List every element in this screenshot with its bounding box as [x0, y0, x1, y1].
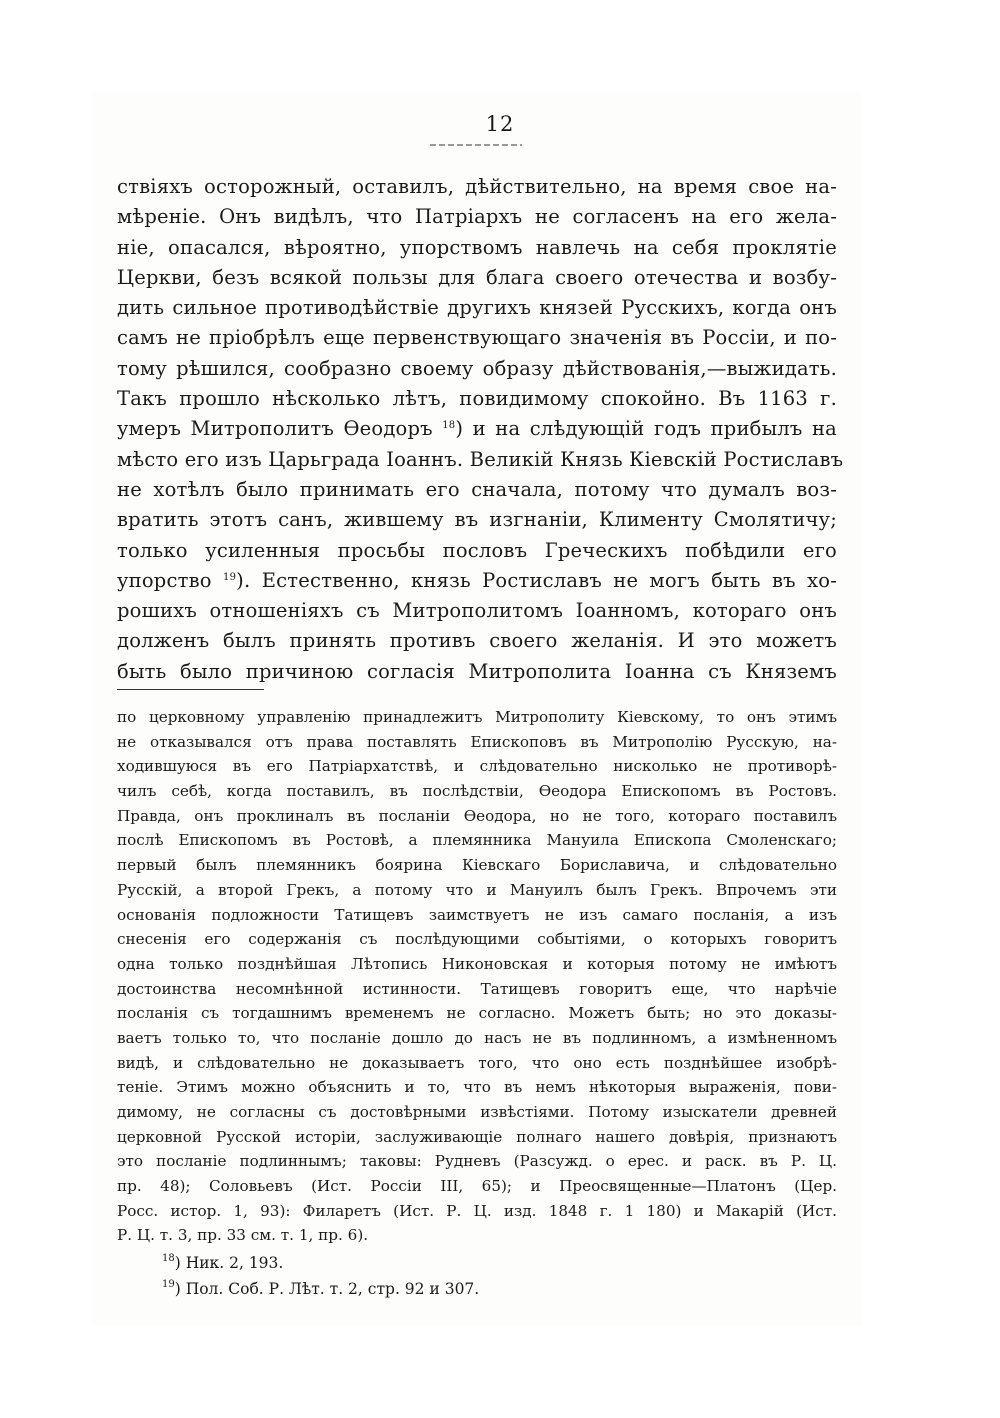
footnote-references	[162, 1250, 762, 1302]
footnote-line: снесенія его содержанія съ послѣдующими событіями, о которыхъ говоритъ	[117, 930, 837, 949]
page-number: 12	[485, 112, 515, 136]
footnote-line: теніе. Этимъ можно объяснить и то, что въ немъ нѣкоторыя выраженія, пови-	[117, 1078, 837, 1097]
text-line: мѣреніе. Онъ видѣлъ, что Патріархъ не согласенъ на его жела-	[117, 205, 837, 229]
header-rule	[430, 144, 522, 146]
footnote-text: ) Ник. 2, 193.	[174, 1254, 284, 1272]
text-line: мѣсто его изъ Царьграда Іоаннъ. Великій Князь Кіевскій Ростиславъ	[117, 447, 844, 471]
footnote-continuation	[117, 705, 837, 1248]
footnote-line: димому, не согласны съ достовѣрными извѣстіями. Потому изыскатели древней	[117, 1103, 837, 1121]
text-line: ствіяхъ осторожный, оставилъ, дѣйствительно, на время свое на-	[117, 175, 837, 198]
footnote-marker-18[interactable]: 18	[442, 420, 456, 432]
footnote-line: это посланіе подлиннымъ; таковы: Рудневъ (Разсужд. о ерес. и раск. въ Р. Ц.	[117, 1152, 837, 1171]
footnote-line: Русскій, а второй Грекъ, а потому что и Мануилъ былъ Грекъ. Впрочемъ эти	[117, 880, 837, 899]
text-fragment: ) и на слѣдующій годъ прибылъ на	[455, 417, 837, 441]
footnote-divider	[117, 689, 264, 690]
footnote-line: посланія съ тогдашнимъ временемъ не согласно. Можетъ быть; но это доказы-	[117, 1004, 837, 1023]
footnote-19	[162, 1276, 762, 1302]
footnote-line: не отказывался отъ права поставлять Епископовъ въ Митрополію Русскую, на-	[117, 732, 837, 751]
footnote-marker-19[interactable]: 19	[223, 571, 237, 583]
text-fragment: ). Естественно, князь Ростиславъ не могъ быть въ хо-	[236, 568, 837, 592]
footnote-line: ваетъ только то, что посланіе дошло до насъ не въ подлинномъ, а измѣненномъ	[117, 1028, 837, 1047]
footnote-line: по церковному управленію принадлежитъ Митрополиту Кіевскому, то онъ этимъ	[117, 708, 837, 726]
footnote-line: пр. 48); Соловьевъ (Ист. Россіи III, 65); и Преосвященные—Платонъ (Цер.	[117, 1177, 837, 1196]
footnote-line: первый былъ племянникъ боярина Кіевскаго Бориславича, и слѣдовательно	[117, 856, 837, 875]
footnote-line: основанія подложности Татищевъ заимствуетъ не изъ самаго посланія, а изъ	[117, 905, 837, 924]
text-line	[117, 414, 837, 444]
text-line: Такъ прошло нѣсколько лѣтъ, повидимому спокойно. Въ 1163 г.	[117, 387, 837, 411]
text-line: быть было причиною согласія Митрополита Іоанна съ Княземъ	[117, 659, 837, 683]
footnote-line: чилъ себѣ, когда поставилъ, въ послѣдствіи, Ѳеодора Епископомъ въ Ростовъ.	[117, 782, 837, 801]
footnote-line: Росс. истор. 1, 93): Филаретъ (Ист. Р. Ц. изд. 1848 г. 1 180) и Макарій (Ист.	[117, 1201, 837, 1220]
text-line: тому рѣшился, сообразно своему образу дѣйствованія,—выжидать.	[117, 356, 837, 380]
footnote-line: Правда, онъ проклиналъ въ посланіи Ѳеодора, но не того, котораго поставилъ	[117, 806, 837, 825]
text-line: только усиленныя просьбы пословъ Греческихъ побѣдили его	[117, 538, 837, 562]
text-line: ніе, опасался, вѣроятно, упорствомъ навлечь на себя проклятіе	[117, 235, 837, 259]
footnote-number: 19	[162, 1279, 175, 1290]
text-fragment: упорство	[117, 568, 224, 592]
text-line: самъ не пріобрѣлъ еще первенствующаго значенія въ Россіи, и по-	[117, 326, 837, 350]
footnote-line: достоинства несомнѣнной истинности. Татищевъ говоритъ еще, что нарѣчіе	[117, 979, 837, 998]
text-line: вратить этотъ санъ, жившему въ изгнаніи, Клименту Смолятичу;	[117, 508, 837, 532]
footnote-line: церковной Русской исторіи, заслуживающіе полнаго нашего довѣрія, признаютъ	[117, 1127, 837, 1146]
text-line: дить сильное противодѣйствіе другихъ князей Русскихъ, когда онъ	[117, 296, 837, 320]
main-text	[117, 172, 844, 687]
footnote-text: ) Пол. Соб. Р. Лѣт. т. 2, стр. 92 и 307.	[174, 1280, 480, 1298]
text-line: долженъ былъ принять противъ своего желанія. И это можетъ	[117, 629, 837, 653]
text-fragment: умеръ Митрополитъ Ѳеодоръ	[117, 417, 443, 441]
footnote-line: видѣ, и слѣдовательно не доказываетъ того, что оно есть позднѣйшее изобрѣ-	[117, 1053, 837, 1072]
footnote-line: одна только позднѣйшая Лѣтопись Никоновская и которыя потому не имѣютъ	[117, 954, 837, 973]
text-line: Церкви, безъ всякой пользы для блага своего отечества и возбу-	[117, 265, 837, 289]
footnote-18	[162, 1250, 762, 1276]
text-line: рошихъ отношеніяхъ съ Митрополитомъ Іоанномъ, котораго онъ	[117, 599, 837, 623]
footnote-line: Р. Ц. т. 3, пр. 33 см. т. 1, пр. 6).	[117, 1226, 369, 1245]
footnote-number: 18	[162, 1253, 175, 1264]
text-line	[117, 566, 837, 596]
text-line: не хотѣлъ было принимать его сначала, потому что думалъ воз-	[117, 477, 837, 501]
footnote-line: послѣ Епископомъ въ Ростовѣ, а племянника Мануила Епископа Смоленскаго;	[117, 831, 837, 850]
footnote-line: ходившуюся въ его Патріархатствѣ, и слѣдовательно нисколько не противорѣ-	[117, 757, 837, 776]
